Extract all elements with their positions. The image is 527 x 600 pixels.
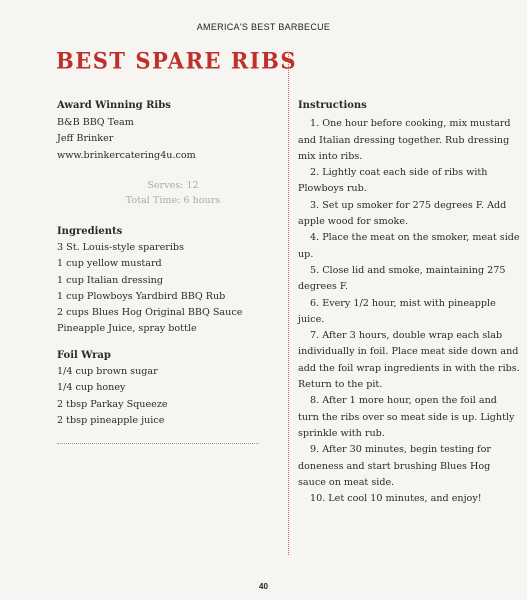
ingredient-item: 1 cup Plowboys Yardbird BBQ Rub xyxy=(57,290,226,302)
recipe-title: BEST SPARE RIBS xyxy=(56,47,298,74)
source-name: Award Winning Ribs xyxy=(57,100,171,111)
instruction-step: 3. Set up smoker for 275 degrees F. Add apple wood for smoke. xyxy=(298,199,507,228)
source-author: Jeff Brinker xyxy=(57,133,114,145)
instruction-step: 6. Every 1/2 hour, mist with pineapple juice. xyxy=(298,297,496,325)
instruction-step: 9. After 30 minutes, begin testing for doneness and start brushing Blues Hog sauce on meat side. xyxy=(298,444,491,488)
ingredient-item: 1 cup Italian dressing xyxy=(57,274,163,286)
foil-wrap-item: 1/4 cup honey xyxy=(57,382,126,394)
instruction-step: 10. Let cool 10 minutes, and enjoy! xyxy=(310,493,482,505)
instruction-step: 8. After 1 more hour, open the foil and turn the ribs over so meat side is up. Lightly sprinkle with rub. xyxy=(298,395,515,439)
recipe-source xyxy=(57,98,267,164)
instruction-step: 5. Close lid and smoke, maintaining 275 degrees F. xyxy=(298,264,506,293)
instructions-section xyxy=(298,98,520,507)
ingredients-heading: Ingredients xyxy=(57,226,123,237)
source-website: www.brinkercatering4u.com xyxy=(57,149,196,161)
foil-wrap-item: 2 tbsp pineapple juice xyxy=(57,414,165,426)
foil-wrap-item: 2 tbsp Parkay Squeeze xyxy=(57,398,168,410)
instruction-step: 4. Place the meat on the smoker, meat side up. xyxy=(298,232,520,260)
ingredient-item: 1 cup yellow mustard xyxy=(57,258,162,270)
recipe-meta xyxy=(57,178,289,208)
total-time-text: Total Time: 6 hours xyxy=(125,195,221,206)
page-number: 40 xyxy=(259,582,268,591)
running-header: AMERICA'S BEST BARBECUE xyxy=(196,22,331,32)
ingredient-item: 3 St. Louis-style spareribs xyxy=(57,242,185,254)
section-rule xyxy=(57,443,259,444)
ingredient-item: Pineapple Juice, spray bottle xyxy=(57,323,197,335)
column-divider xyxy=(288,52,289,555)
instruction-step: 1. One hour before cooking, mix mustard and Italian dressing together. Rub dressing mix into ribs. xyxy=(298,118,511,162)
foil-wrap-heading: Foil Wrap xyxy=(57,350,111,361)
instruction-step: 2. Lightly coat each side of ribs with Plowboys rub. xyxy=(298,167,488,195)
foil-wrap-section xyxy=(57,348,272,429)
source-team: B&B BBQ Team xyxy=(57,116,134,128)
ingredients-section xyxy=(57,224,272,337)
instructions-heading: Instructions xyxy=(298,100,367,111)
serves-text: Serves: 12 xyxy=(147,180,199,191)
instruction-step: 7. After 3 hours, double wrap each slab individually in foil. Place meat side down and add the foil wrap ingredients in with the ribs. Return to the pit. xyxy=(298,330,520,391)
foil-wrap-item: 1/4 cup brown sugar xyxy=(57,366,158,378)
ingredient-item: 2 cups Blues Hog Original BBQ Sauce xyxy=(57,307,243,319)
